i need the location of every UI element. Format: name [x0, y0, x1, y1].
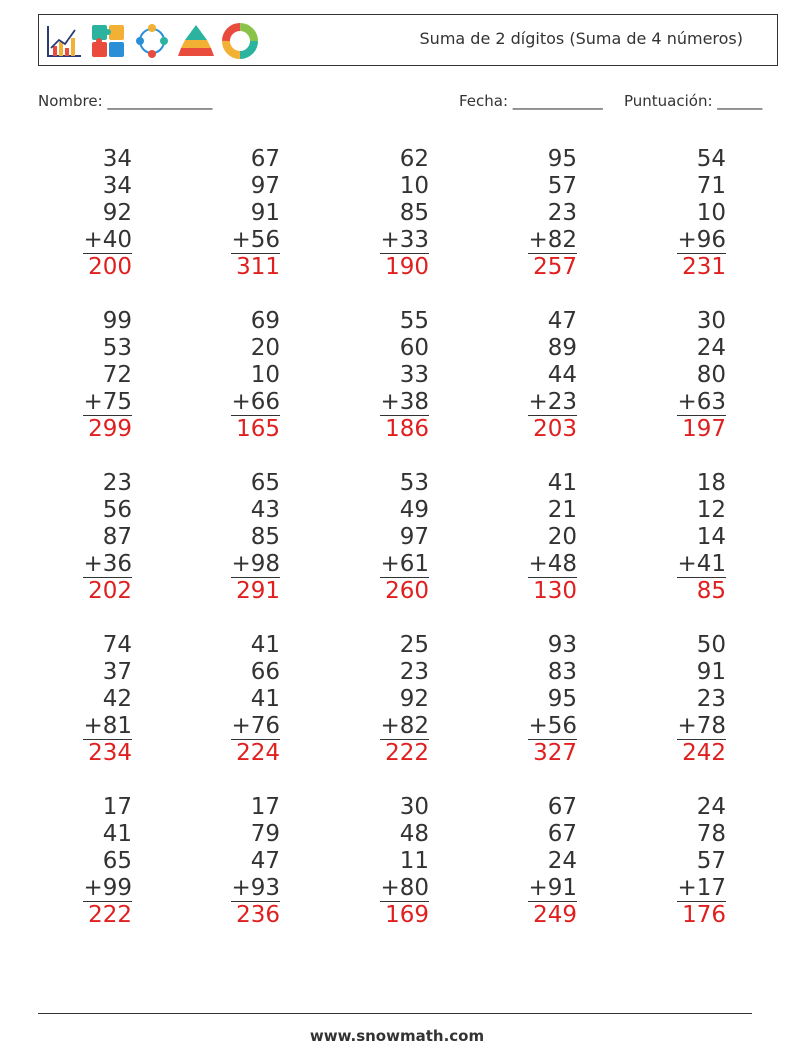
addend: 34 [102, 173, 132, 199]
addition-problem [457, 470, 577, 605]
addend: 10 [250, 362, 280, 388]
addend: 62 [399, 146, 429, 172]
addend: 85 [250, 524, 280, 550]
last-addend: +38 [380, 389, 429, 415]
name-field: Nombre: ______________ [38, 92, 213, 110]
addend: 12 [696, 497, 726, 523]
answer: 85 [696, 578, 726, 604]
addition-problem [606, 308, 726, 443]
last-addend: +91 [528, 875, 577, 901]
addition-problem [606, 470, 726, 605]
addition-problem [309, 308, 429, 443]
answer: 186 [385, 416, 429, 442]
addend: 24 [696, 794, 726, 820]
last-addend: +93 [231, 875, 280, 901]
addend: 83 [547, 659, 577, 685]
addend: 20 [250, 335, 280, 361]
addition-problem [160, 146, 280, 281]
last-addend: +75 [83, 389, 132, 415]
addend: 57 [547, 173, 577, 199]
addition-problem [12, 470, 132, 605]
addend: 41 [250, 632, 280, 658]
addend: 56 [102, 497, 132, 523]
answer: 291 [236, 578, 280, 604]
addition-problem [606, 146, 726, 281]
addend: 92 [102, 200, 132, 226]
last-addend: +56 [231, 227, 280, 253]
addend: 41 [250, 686, 280, 712]
answer: 224 [236, 740, 280, 766]
pyramid-logo-icon [177, 22, 215, 60]
addition-problem [12, 308, 132, 443]
addend: 30 [399, 794, 429, 820]
addend: 48 [399, 821, 429, 847]
addend: 78 [696, 821, 726, 847]
addend: 53 [399, 470, 429, 496]
answer: 165 [236, 416, 280, 442]
addition-problem [457, 308, 577, 443]
answer: 249 [533, 902, 577, 928]
addend: 89 [547, 335, 577, 361]
addend: 69 [250, 308, 280, 334]
addend: 87 [102, 524, 132, 550]
addend: 66 [250, 659, 280, 685]
answer: 169 [385, 902, 429, 928]
addend: 74 [102, 632, 132, 658]
worksheet-title: Suma de 2 dígitos (Suma de 4 números) [419, 29, 743, 48]
addend: 60 [399, 335, 429, 361]
last-addend: +99 [83, 875, 132, 901]
addend: 24 [696, 335, 726, 361]
answer: 176 [682, 902, 726, 928]
last-addend: +96 [677, 227, 726, 253]
answer: 197 [682, 416, 726, 442]
last-addend: +40 [83, 227, 132, 253]
addend: 99 [102, 308, 132, 334]
addend: 65 [102, 848, 132, 874]
addition-problem [12, 632, 132, 767]
last-addend: +78 [677, 713, 726, 739]
answer: 236 [236, 902, 280, 928]
addend: 17 [102, 794, 132, 820]
last-addend: +48 [528, 551, 577, 577]
addend: 23 [547, 200, 577, 226]
addend: 92 [399, 686, 429, 712]
addend: 53 [102, 335, 132, 361]
last-addend: +76 [231, 713, 280, 739]
addend: 67 [547, 821, 577, 847]
addend: 24 [547, 848, 577, 874]
answer: 222 [385, 740, 429, 766]
addition-problem [160, 632, 280, 767]
addition-problem [309, 632, 429, 767]
addition-problem [12, 146, 132, 281]
addend: 97 [250, 173, 280, 199]
addend: 47 [250, 848, 280, 874]
addend: 95 [547, 686, 577, 712]
addition-problem [160, 794, 280, 929]
last-addend: +82 [528, 227, 577, 253]
last-addend: +56 [528, 713, 577, 739]
answer: 257 [533, 254, 577, 280]
addition-problem [309, 146, 429, 281]
addend: 97 [399, 524, 429, 550]
addend: 17 [250, 794, 280, 820]
addend: 37 [102, 659, 132, 685]
date-field: Fecha: ____________ [459, 92, 603, 110]
addition-problem [606, 632, 726, 767]
answer: 242 [682, 740, 726, 766]
addend: 91 [250, 200, 280, 226]
addition-problem [606, 794, 726, 929]
donut-logo-icon [221, 22, 259, 60]
answer: 203 [533, 416, 577, 442]
addend: 93 [547, 632, 577, 658]
addend: 10 [696, 200, 726, 226]
addend: 41 [102, 821, 132, 847]
last-addend: +23 [528, 389, 577, 415]
addition-problem [309, 794, 429, 929]
addend: 23 [102, 470, 132, 496]
last-addend: +41 [677, 551, 726, 577]
addend: 54 [696, 146, 726, 172]
addend: 80 [696, 362, 726, 388]
addend: 34 [102, 146, 132, 172]
answer: 299 [88, 416, 132, 442]
addend: 11 [399, 848, 429, 874]
addition-problem [12, 794, 132, 929]
footer-divider [38, 1013, 752, 1014]
answer: 130 [533, 578, 577, 604]
answer: 202 [88, 578, 132, 604]
addition-problem [309, 470, 429, 605]
answer: 327 [533, 740, 577, 766]
chart-logo-icon [45, 22, 83, 60]
last-addend: +66 [231, 389, 280, 415]
answer: 231 [682, 254, 726, 280]
answer: 200 [88, 254, 132, 280]
addend: 67 [250, 146, 280, 172]
logo-strip [45, 21, 259, 61]
addend: 65 [250, 470, 280, 496]
addend: 20 [547, 524, 577, 550]
answer: 222 [88, 902, 132, 928]
last-addend: +98 [231, 551, 280, 577]
answer: 311 [236, 254, 280, 280]
addend: 10 [399, 173, 429, 199]
addend: 47 [547, 308, 577, 334]
header-box [38, 14, 778, 66]
addend: 85 [399, 200, 429, 226]
addend: 79 [250, 821, 280, 847]
addend: 43 [250, 497, 280, 523]
addend: 50 [696, 632, 726, 658]
addend: 95 [547, 146, 577, 172]
addend: 23 [399, 659, 429, 685]
addition-problem [457, 794, 577, 929]
answer: 190 [385, 254, 429, 280]
answer: 260 [385, 578, 429, 604]
last-addend: +82 [380, 713, 429, 739]
addend: 72 [102, 362, 132, 388]
addend: 49 [399, 497, 429, 523]
addition-problem [457, 632, 577, 767]
addition-problem [160, 470, 280, 605]
cycle-logo-icon [133, 22, 171, 60]
addend: 33 [399, 362, 429, 388]
last-addend: +61 [380, 551, 429, 577]
addend: 71 [696, 173, 726, 199]
last-addend: +33 [380, 227, 429, 253]
last-addend: +63 [677, 389, 726, 415]
footer-site: www.snowmath.com [309, 1027, 485, 1045]
score-field: Puntuación: ______ [624, 92, 763, 110]
last-addend: +17 [677, 875, 726, 901]
addend: 30 [696, 308, 726, 334]
addend: 14 [696, 524, 726, 550]
addend: 55 [399, 308, 429, 334]
addend: 21 [547, 497, 577, 523]
last-addend: +80 [380, 875, 429, 901]
addend: 67 [547, 794, 577, 820]
last-addend: +81 [83, 713, 132, 739]
addition-problem [457, 146, 577, 281]
addend: 91 [696, 659, 726, 685]
answer: 234 [88, 740, 132, 766]
addend: 18 [696, 470, 726, 496]
puzzle-logo-icon [89, 22, 127, 60]
last-addend: +36 [83, 551, 132, 577]
addend: 23 [696, 686, 726, 712]
addend: 42 [102, 686, 132, 712]
addend: 44 [547, 362, 577, 388]
addend: 57 [696, 848, 726, 874]
addition-problem [160, 308, 280, 443]
addend: 41 [547, 470, 577, 496]
addend: 25 [399, 632, 429, 658]
